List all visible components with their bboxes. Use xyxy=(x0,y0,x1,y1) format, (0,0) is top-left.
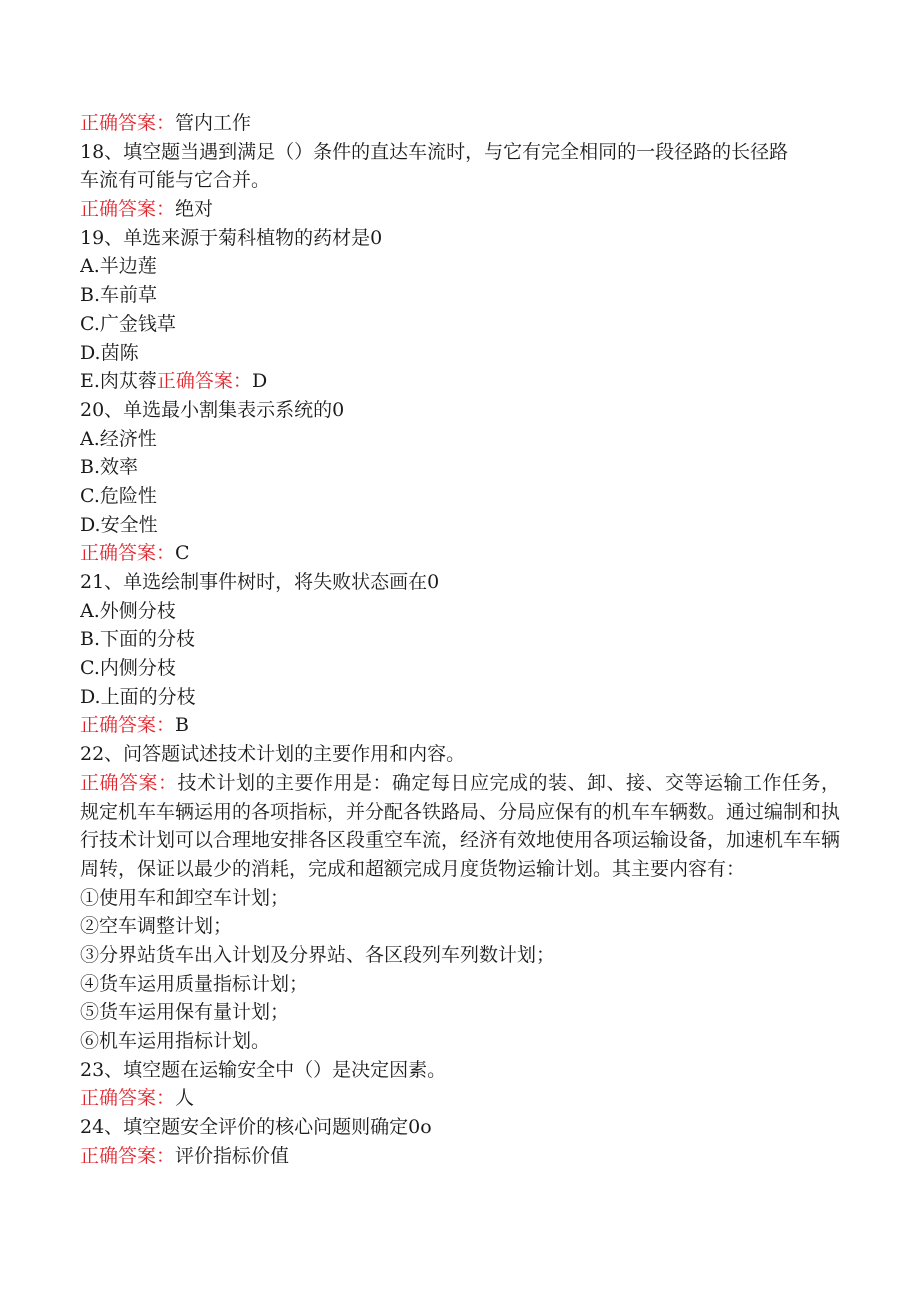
option-item: D.安全性 xyxy=(80,513,158,536)
option-item: A.半边莲 xyxy=(80,255,157,278)
question-text: 18、填空题当遇到满足（）条件的直达车流时，与它有完全相同的一段径路的长径路 xyxy=(80,140,789,163)
answer-label: 正确答案： xyxy=(80,542,176,565)
option-item: A.经济性 xyxy=(80,427,157,450)
option-item: B.下面的分枝 xyxy=(80,628,196,651)
answer-label: 正确答案： xyxy=(80,771,178,794)
answer-value: B xyxy=(175,714,189,737)
question-text-continued: 车流有可能与它合并。 xyxy=(80,169,271,192)
q18-answer-line xyxy=(80,195,840,224)
option-item: C.广金钱草 xyxy=(80,312,176,335)
list-item: ①使用车和卸空车计划； xyxy=(80,886,290,909)
option-item-with-answer xyxy=(80,367,840,396)
option-item: C.内侧分枝 xyxy=(80,657,176,680)
answer-label: 正确答案： xyxy=(80,1144,176,1167)
question-text: 21、单选绘制事件树时，将失败状态画在0 xyxy=(80,571,440,593)
option-item: B.效率 xyxy=(80,456,139,479)
q24-answer-line xyxy=(80,1142,840,1171)
question-text: 19、单选来源于菊科植物的药材是0 xyxy=(80,226,383,249)
q23-answer-line xyxy=(80,1084,840,1113)
answer-value: 评价指标价值 xyxy=(175,1144,290,1167)
answer-label: 正确答案： xyxy=(80,714,176,737)
list-item: ⑤货车运用保有量计划； xyxy=(80,1001,290,1024)
option-text: E.肉苁蓉 xyxy=(80,370,157,393)
option-item: B.车前草 xyxy=(80,284,158,307)
list-item: ②空车调整计划； xyxy=(80,915,233,938)
answer-label: 正确答案： xyxy=(80,112,176,134)
list-item: ③分界站货车出入计划及分界站、各区段列车列数计划； xyxy=(80,944,556,966)
answer-value: D xyxy=(251,370,268,393)
option-item: D.上面的分枝 xyxy=(80,685,196,708)
option-item: A.外侧分枝 xyxy=(80,599,176,622)
answer-value: 绝对 xyxy=(175,198,214,221)
answer-value: 管内工作 xyxy=(175,112,252,134)
list-item: ④货车运用质量指标计划； xyxy=(80,972,309,995)
list-item: ⑥机车运用指标计划。 xyxy=(80,1030,271,1053)
answer-label: 正确答案： xyxy=(156,370,252,393)
q22-answer-paragraph xyxy=(80,769,840,884)
option-item: D.茵陈 xyxy=(80,341,139,364)
answer-value: 人 xyxy=(175,1087,195,1110)
q21-answer-line xyxy=(80,711,840,740)
q17-answer-line xyxy=(80,109,840,138)
document-page xyxy=(80,109,840,1171)
question-text: 20、单选最小割集表示系统的0 xyxy=(80,398,345,421)
q20-answer-line xyxy=(80,539,840,568)
answer-value: 技术计划的主要作用是：确定每日应完成的装、卸、接、交等运输工作任务，规定机车车辆运用的各项指标，并分配各铁路局、分局应保有的机车车辆数。通过编制和执行技术计划可以合理地安排各区段重空车流，经济有效地使用各项运输设备，加速机车车辆周转，保证以最少的消耗，完成和超额完成月度货物运输计划。其主要内容有： xyxy=(80,771,841,880)
answer-value: C xyxy=(175,542,190,565)
answer-label: 正确答案： xyxy=(80,198,176,221)
question-text: 22、问答题试述技术计划的主要作用和内容。 xyxy=(80,743,466,766)
question-text: 24、填空题安全评价的核心问题则确定0o xyxy=(80,1116,432,1139)
question-text: 23、填空题在运输安全中（）是决定因素。 xyxy=(80,1058,447,1081)
option-item: C.危险性 xyxy=(80,484,157,507)
answer-label: 正确答案： xyxy=(80,1087,176,1110)
